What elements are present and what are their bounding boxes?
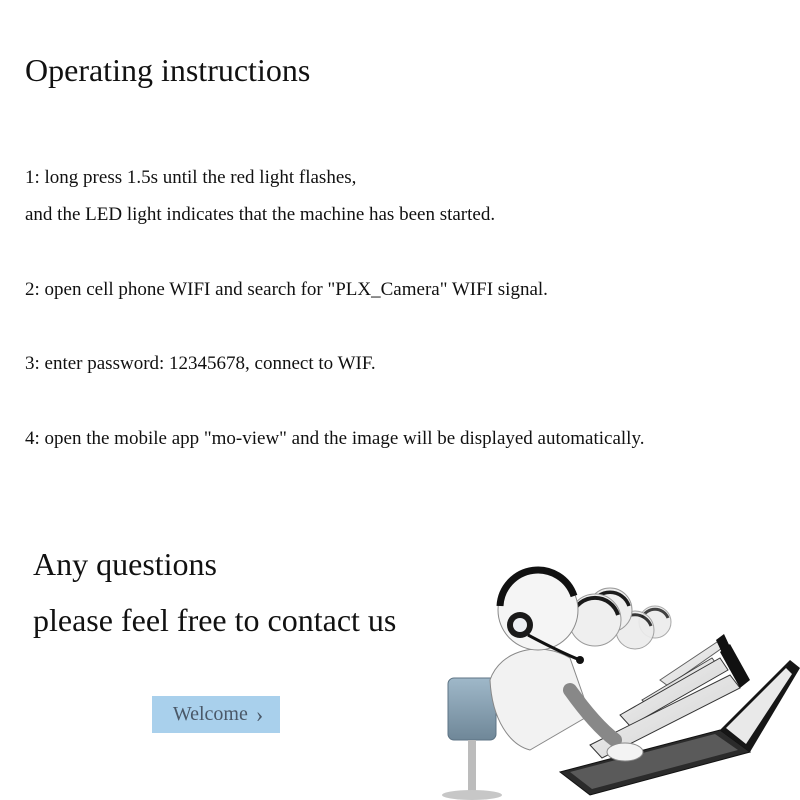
step-2: 2: open cell phone WIFI and search for "PLX_Camera" WIFI signal. bbox=[25, 279, 548, 300]
page-title: Operating instructions bbox=[25, 52, 311, 88]
step-3: 3: enter password: 12345678, connect to WIF. bbox=[25, 353, 376, 374]
operator-hand bbox=[607, 743, 643, 761]
call-center-illustration bbox=[420, 540, 800, 800]
questions-heading: Any questions bbox=[33, 546, 217, 582]
welcome-button[interactable] bbox=[152, 696, 280, 733]
step-1-line-1: 1: long press 1.5s until the red light flashes, bbox=[25, 167, 357, 188]
step-1-line-2: and the LED light indicates that the machine has been started. bbox=[25, 204, 496, 225]
step-4: 4: open the mobile app "mo-view" and the image will be displayed automatically. bbox=[25, 428, 645, 449]
contact-prompt: please feel free to contact us bbox=[33, 602, 397, 638]
welcome-button-label: Welcome bbox=[172, 703, 248, 725]
chevron-right-icon: › bbox=[255, 701, 264, 727]
